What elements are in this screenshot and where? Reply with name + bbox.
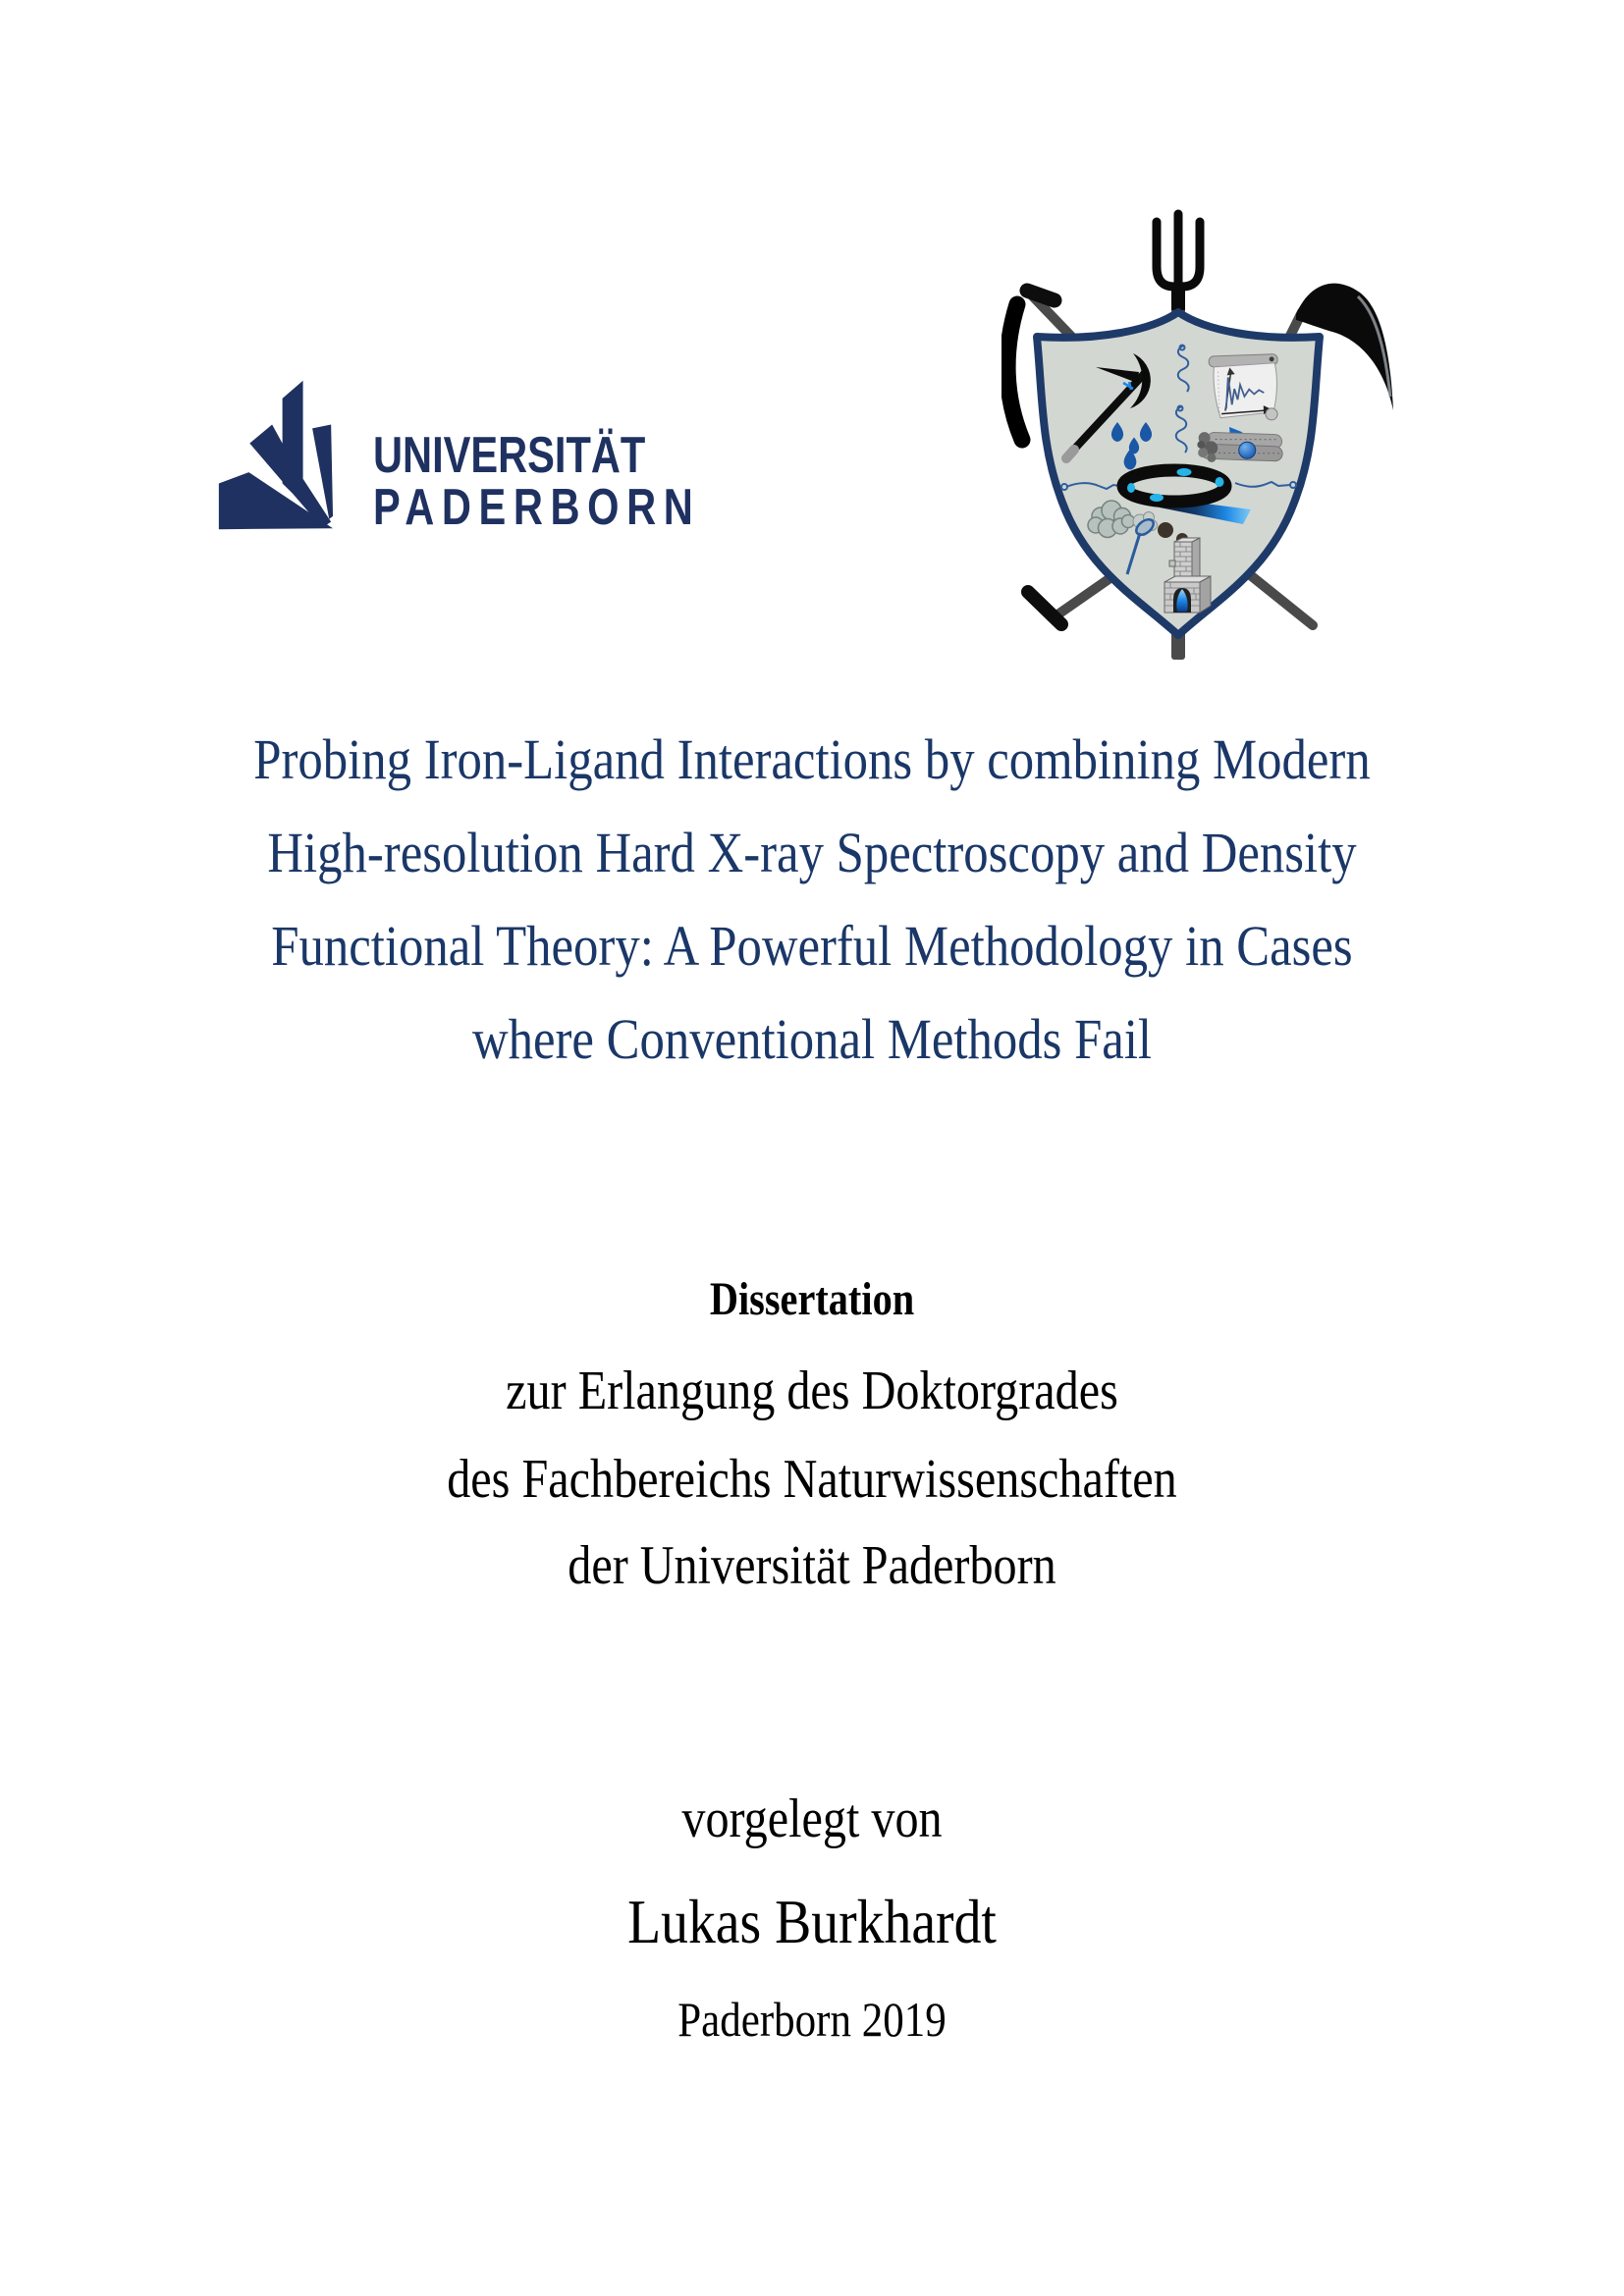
- faculty-crest-illustration: [1001, 196, 1414, 663]
- dissertation-subtitle-line-1: zur Erlangung des Doktorgrades: [506, 1361, 1118, 1421]
- logo-line-2: PADERBORN: [373, 479, 701, 536]
- dissertation-subtitle-line-3: der Universität Paderborn: [568, 1535, 1056, 1596]
- author-intro: vorgelegt von: [681, 1789, 943, 1849]
- logo-line-1: UNIVERSITÄT: [373, 427, 646, 484]
- dissertation-subtitle-line-2: des Fachbereichs Naturwissenschaften: [447, 1449, 1177, 1510]
- dissertation-title: [101, 713, 1522, 1086]
- author-name: Lukas Burkhardt: [627, 1887, 997, 1956]
- university-logo-icon: [213, 376, 337, 533]
- title-line-4: where Conventional Methods Fail: [471, 1007, 1153, 1071]
- university-logo-wordmark: [373, 427, 701, 536]
- title-line-2: High-resolution Hard X-ray Spectroscopy and Density: [267, 821, 1357, 884]
- scroll-chart: [1209, 354, 1279, 422]
- dissertation-heading: Dissertation: [709, 1273, 915, 1325]
- title-line-1: Probing Iron-Ligand Interactions by combining Modern: [253, 727, 1371, 791]
- place-year: Paderborn 2019: [677, 1992, 947, 2047]
- title-line-3: Functional Theory: A Powerful Methodology in Cases: [271, 914, 1353, 978]
